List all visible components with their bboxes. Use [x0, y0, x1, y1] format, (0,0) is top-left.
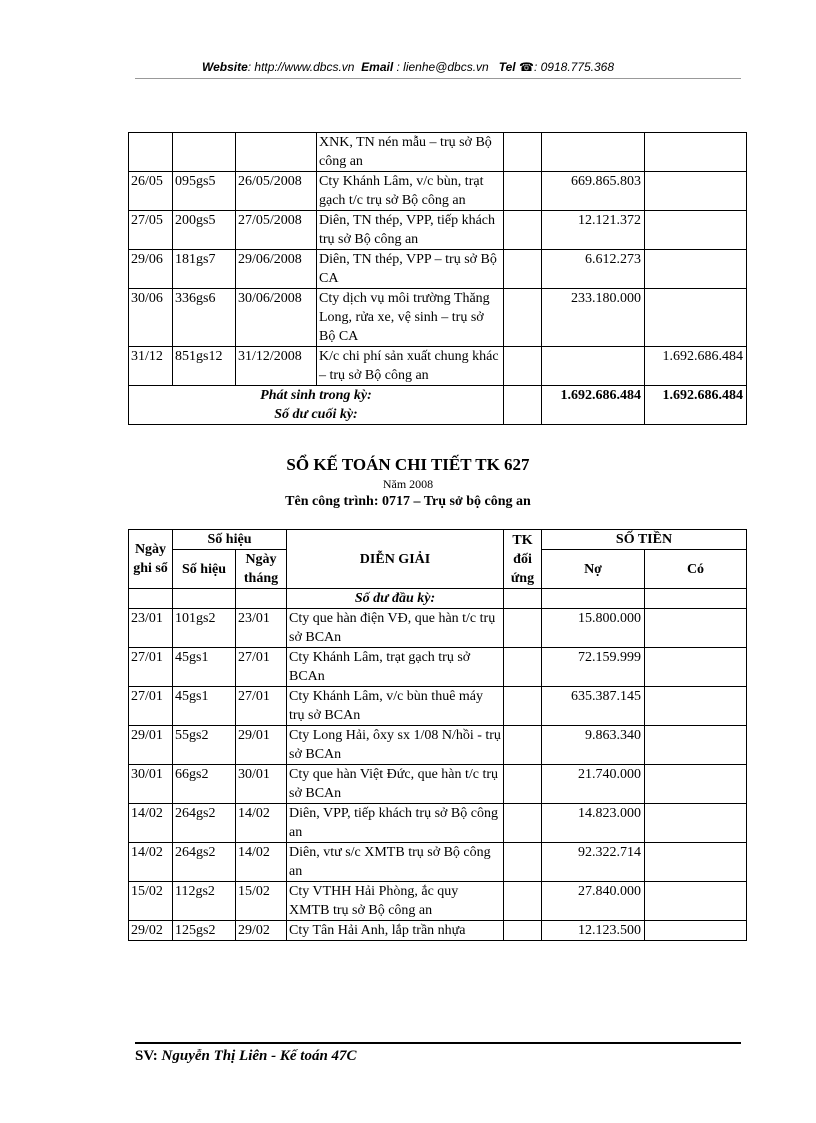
table-cell — [645, 804, 747, 843]
table-row — [129, 289, 747, 347]
table-cell: 30/01 — [129, 765, 173, 804]
summary-account-cell — [504, 386, 542, 425]
table-cell — [645, 882, 747, 921]
ledger-title: SỔ KẾ TOÁN CHI TIẾT TK 627 — [286, 455, 530, 474]
table-row — [129, 882, 747, 921]
header-divider — [135, 78, 741, 79]
summary-label-cell — [129, 386, 504, 425]
table-cell: 264gs2 — [173, 843, 236, 882]
opening-balance-label: Số dư đầu kỳ: — [287, 589, 504, 609]
table-row — [129, 843, 747, 882]
table-row — [129, 726, 747, 765]
table-cell — [645, 687, 747, 726]
table-cell: 31/12 — [129, 347, 173, 386]
table-cell — [645, 289, 747, 347]
table-cell: 23/01 — [129, 609, 173, 648]
table-cell: 45gs1 — [173, 648, 236, 687]
table-cell — [645, 172, 747, 211]
table-cell — [504, 347, 542, 386]
table-row — [129, 765, 747, 804]
table-cell: 9.863.340 — [542, 726, 645, 765]
table-row — [129, 921, 747, 941]
table-cell: Diên, TN thép, VPP, tiếp khách trụ sở Bộ công an — [317, 211, 504, 250]
header-desc: DIỄN GIẢI — [287, 530, 504, 589]
website-label: Website — [201, 60, 248, 74]
table-cell — [645, 211, 747, 250]
table-cell — [504, 687, 542, 726]
table-cell — [173, 133, 236, 172]
table-cell — [504, 882, 542, 921]
table-cell: 635.387.145 — [542, 687, 645, 726]
table-cell: 14.823.000 — [542, 804, 645, 843]
opening-balance-row — [129, 589, 747, 609]
table-cell: 26/05/2008 — [236, 172, 317, 211]
table-cell — [645, 843, 747, 882]
table-cell: 336gs6 — [173, 289, 236, 347]
ledger-year: Năm 2008 — [382, 477, 434, 491]
table-cell: Diên, vtư s/c XMTB trụ sở Bộ công an — [287, 843, 504, 882]
table-cell — [504, 133, 542, 172]
table-cell — [504, 765, 542, 804]
table-cell: Diên, VPP, tiếp khách trụ sở Bộ công an — [287, 804, 504, 843]
table-cell — [504, 289, 542, 347]
table-row — [129, 687, 747, 726]
table-cell — [504, 648, 542, 687]
table-cell: 200gs5 — [173, 211, 236, 250]
table-cell: 181gs7 — [173, 250, 236, 289]
table-cell: 27/05/2008 — [236, 211, 317, 250]
table-cell: 27/01 — [236, 687, 287, 726]
table-cell: 12.121.372 — [542, 211, 645, 250]
table-cell: 15/02 — [129, 882, 173, 921]
tel-value: : 0918.775.368 — [533, 60, 615, 74]
header-doc: Số hiệu — [173, 530, 287, 550]
table-cell — [504, 609, 542, 648]
table-cell: 125gs2 — [173, 921, 236, 941]
table-cell: 14/02 — [129, 804, 173, 843]
table-row — [129, 172, 747, 211]
table-cell: 15.800.000 — [542, 609, 645, 648]
table-cell: Cty que hàn điện VĐ, que hàn t/c trụ sở BCAn — [287, 609, 504, 648]
phone-icon: ☎ — [519, 60, 534, 74]
table-cell: 1.692.686.484 — [645, 347, 747, 386]
table-cell: 92.322.714 — [542, 843, 645, 882]
table-cell: 14/02 — [129, 843, 173, 882]
table-row — [129, 133, 747, 172]
summary-row — [129, 386, 747, 425]
table-cell: Cty que hàn Việt Đức, que hàn t/c trụ sở BCAn — [287, 765, 504, 804]
ledger-table-627 — [128, 529, 747, 941]
table-cell — [504, 726, 542, 765]
table-cell: 112gs2 — [173, 882, 236, 921]
table-cell: Cty VTHH Hải Phòng, ắc quy XMTB trụ sở Bộ công an — [287, 882, 504, 921]
table-cell: 15/02 — [236, 882, 287, 921]
table-row — [129, 347, 747, 386]
table-row — [129, 609, 747, 648]
table-cell — [645, 726, 747, 765]
table-cell: 14/02 — [236, 843, 287, 882]
table-row — [129, 211, 747, 250]
table-cell: Cty Khánh Lâm, trạt gạch trụ sở BCAn — [287, 648, 504, 687]
table-cell — [236, 133, 317, 172]
table-cell: 31/12/2008 — [236, 347, 317, 386]
table-cell: 27/01 — [236, 648, 287, 687]
header-amount: SỐ TIỀN — [542, 530, 747, 550]
table-cell: 095gs5 — [173, 172, 236, 211]
table-cell — [645, 609, 747, 648]
header-debit: Nợ — [542, 550, 645, 589]
email-value: : lienhe@dbcs.vn — [393, 60, 489, 74]
summary-debit: 1.692.686.484 — [542, 386, 645, 425]
table-cell — [645, 765, 747, 804]
header-doc-no: Số hiệu — [173, 550, 236, 589]
table-row — [129, 804, 747, 843]
ledger-table-continued — [128, 132, 747, 425]
tel-label: Tel — [498, 60, 516, 74]
table-cell — [504, 211, 542, 250]
table-cell: 27/01 — [129, 648, 173, 687]
table-cell: 23/01 — [236, 609, 287, 648]
table-cell — [504, 804, 542, 843]
table-cell — [645, 250, 747, 289]
table-cell: 29/01 — [236, 726, 287, 765]
table-cell: 101gs2 — [173, 609, 236, 648]
table-cell — [504, 172, 542, 211]
table-cell: 30/01 — [236, 765, 287, 804]
table-cell: Cty Long Hải, ôxy sx 1/08 N/hồi - trụ sở BCAn — [287, 726, 504, 765]
table-cell — [129, 133, 173, 172]
table-cell: 27.840.000 — [542, 882, 645, 921]
table-cell: Cty Khánh Lâm, v/c bùn, trạt gạch t/c trụ sở Bộ công an — [317, 172, 504, 211]
header-account: TK đối ứng — [504, 530, 542, 589]
table-cell: 21.740.000 — [542, 765, 645, 804]
table-cell: Cty Khánh Lâm, v/c bùn thuê máy trụ sở BCAn — [287, 687, 504, 726]
summary-credit: 1.692.686.484 — [645, 386, 747, 425]
footer-prefix: SV: — [135, 1048, 162, 1064]
table-cell: 30/06 — [129, 289, 173, 347]
table-cell: 27/01 — [129, 687, 173, 726]
header-doc-date: Ngày tháng — [236, 550, 287, 589]
table-cell — [542, 133, 645, 172]
student-name: Nguyễn Thị Liên - Kế toán 47C — [161, 1048, 357, 1064]
table-cell: 30/06/2008 — [236, 289, 317, 347]
table-cell — [504, 250, 542, 289]
table-row — [129, 250, 747, 289]
table-cell — [504, 921, 542, 941]
table-cell: 6.612.273 — [542, 250, 645, 289]
table-row — [129, 648, 747, 687]
table-cell: 29/02 — [129, 921, 173, 941]
table-cell: XNK, TN nén mẫu – trụ sở Bộ công an — [317, 133, 504, 172]
table-cell: 669.865.803 — [542, 172, 645, 211]
ledger-table-continued-body — [129, 133, 747, 386]
table-cell: Diên, TN thép, VPP – trụ sở Bộ CA — [317, 250, 504, 289]
table-cell: 14/02 — [236, 804, 287, 843]
header-date: Ngày ghi sổ — [129, 530, 173, 589]
table-cell: 264gs2 — [173, 804, 236, 843]
table-cell: 72.159.999 — [542, 648, 645, 687]
table-cell: 29/01 — [129, 726, 173, 765]
website-value: : http://www.dbcs.vn — [247, 60, 355, 74]
email-label: Email — [361, 60, 394, 74]
table-cell: 55gs2 — [173, 726, 236, 765]
table-cell: Cty dịch vụ môi trường Thăng Long, rửa xe, vệ sinh – trụ sở Bộ CA — [317, 289, 504, 347]
table-cell: 851gs12 — [173, 347, 236, 386]
table-cell: 29/06 — [129, 250, 173, 289]
table-cell: 29/06/2008 — [236, 250, 317, 289]
period-total-label: Phát sinh trong kỳ: — [260, 388, 372, 403]
table-cell: 29/02 — [236, 921, 287, 941]
page-header — [0, 60, 816, 74]
page-footer — [135, 1048, 357, 1065]
ledger-table-627-body — [129, 589, 747, 941]
table-cell: 66gs2 — [173, 765, 236, 804]
project-name: Tên công trình: 0717 – Trụ sở bộ công an — [285, 494, 531, 509]
table-cell: 26/05 — [129, 172, 173, 211]
table-cell — [645, 133, 747, 172]
table-cell — [645, 648, 747, 687]
table-cell: 233.180.000 — [542, 289, 645, 347]
table-cell — [542, 347, 645, 386]
table-cell — [645, 921, 747, 941]
table-cell: Cty Tân Hải Anh, lắp trần nhựa — [287, 921, 504, 941]
table-cell — [504, 843, 542, 882]
table-cell: 12.123.500 — [542, 921, 645, 941]
table-cell: 45gs1 — [173, 687, 236, 726]
footer-divider — [135, 1042, 741, 1044]
header-credit: Có — [645, 550, 747, 589]
closing-balance-label: Số dư cuối kỳ: — [274, 407, 358, 422]
table-cell: 27/05 — [129, 211, 173, 250]
table-cell: K/c chi phí sản xuất chung khác – trụ sở Bộ công an — [317, 347, 504, 386]
